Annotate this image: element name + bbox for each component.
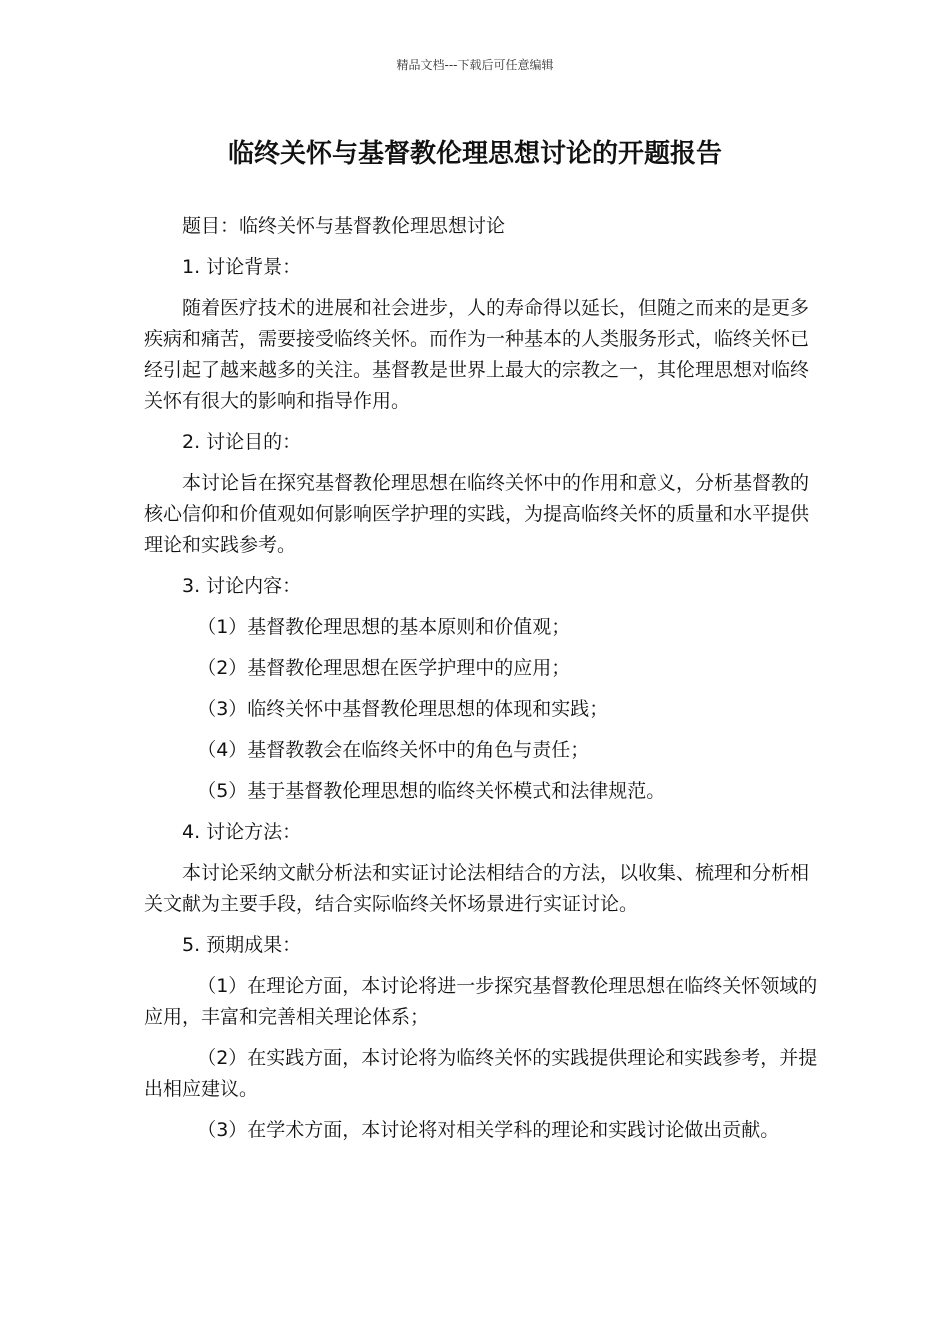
section-heading-method: 4. 讨论方法： bbox=[182, 821, 302, 843]
section-heading-purpose: 2. 讨论目的： bbox=[182, 431, 302, 453]
section-text-purpose: 本讨论旨在探究基督教伦理思想在临终关怀中的作用和意义，分析基督教的核心信仰和价值观如何影响医学护理的实践，为提高临终关怀的质量和水平提供理论和实践参考。 bbox=[144, 472, 810, 556]
content-list-item: （2）基督教伦理思想在医学护理中的应用； bbox=[197, 657, 571, 679]
content-list-item: （3）临终关怀中基督教伦理思想的体现和实践； bbox=[197, 698, 609, 720]
outcome-list-item: （2）在实践方面，本讨论将为临终关怀的实践提供理论和实践参考，并提出相应建议。 bbox=[144, 1047, 818, 1100]
content-list-item: （4）基督教教会在临终关怀中的角色与责任； bbox=[197, 739, 590, 761]
outcome-list-item: （3）在学术方面，本讨论将对相关学科的理论和实践讨论做出贡献。 bbox=[197, 1119, 780, 1141]
section-text-method: 本讨论采纳文献分析法和实证讨论法相结合的方法，以收集、梳理和分析相关文献为主要手段，结合实际临终关怀场景进行实证讨论。 bbox=[144, 862, 810, 915]
content-list-item: （1）基督教伦理思想的基本原则和价值观； bbox=[197, 616, 571, 638]
section-heading-outcomes: 5. 预期成果： bbox=[182, 934, 302, 956]
outcome-list-item: （1）在理论方面，本讨论将进一步探究基督教伦理思想在临终关怀领域的应用，丰富和完善相关理论体系； bbox=[144, 975, 818, 1028]
section-heading-content: 3. 讨论内容： bbox=[182, 575, 302, 597]
document-body bbox=[144, 211, 820, 1156]
header-note: 精品文档---下载后可任意编辑 bbox=[396, 58, 554, 72]
section-text-background: 随着医疗技术的进展和社会进步，人的寿命得以延长，但随之而来的是更多疾病和痛苦，需要接受临终关怀。而作为一种基本的人类服务形式，临终关怀已经引起了越来越多的关注。基督教是世界上最大的宗教之一，其伦理思想对临终关怀有很大的影响和指导作用。 bbox=[144, 297, 810, 412]
topic-line: 题目：临终关怀与基督教伦理思想讨论 bbox=[182, 215, 506, 237]
content-list-item: （5）基于基督教伦理思想的临终关怀模式和法律规范。 bbox=[197, 780, 666, 802]
document-title: 临终关怀与基督教伦理思想讨论的开题报告 bbox=[227, 139, 722, 169]
section-heading-background: 1. 讨论背景： bbox=[182, 256, 302, 278]
